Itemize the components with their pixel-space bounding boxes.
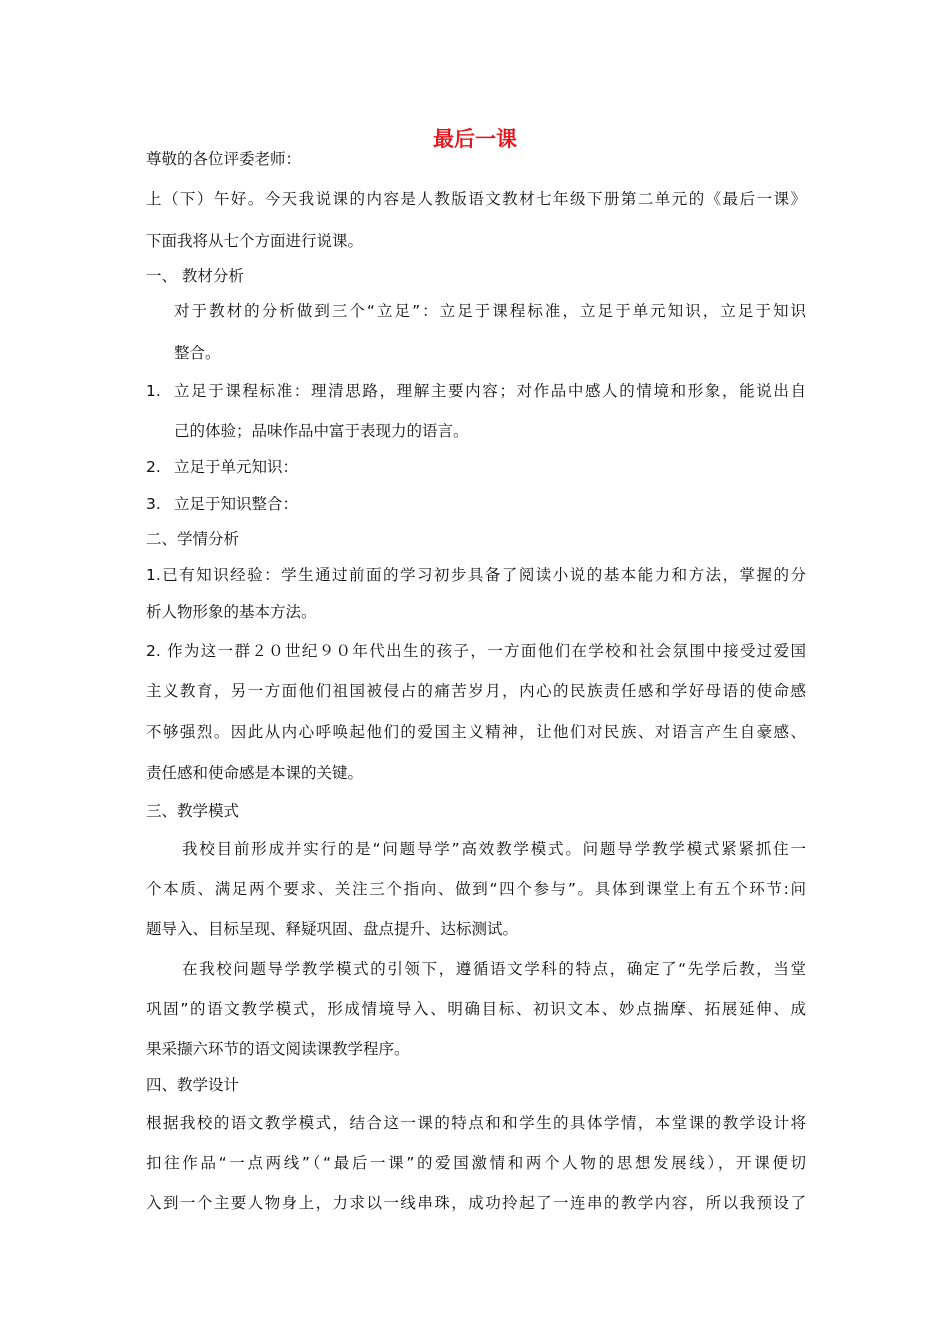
section-heading-mode: 三、教学模式 [146,802,240,820]
textbook-para-line-2: 整合。 [174,344,221,362]
students-line-3: 2. 作为这一群２０世纪９０年代出生的孩子，一方面他们在学校和社会氛围中接受过爱国 [146,642,806,660]
students-line-6: 责任感和使命感是本课的关键。 [146,764,364,782]
section-heading-design: 四、教学设计 [146,1076,240,1094]
students-line-2: 析人物形象的基本方法。 [146,603,317,621]
list-item-1-line-2: 己的体验；品味作品中富于表现力的语言。 [174,422,469,440]
design-line-1: 根据我校的语文教学模式，结合这一课的特点和和学生的具体学情，本堂课的教学设计将 [146,1114,806,1132]
mode-line-1: 我校目前形成并实行的是“问题导学”高效教学模式。问题导学教学模式紧紧抓住一 [182,840,806,858]
textbook-para-line-1: 对于教材的分析做到三个“立足”：立足于课程标准，立足于单元知识，立足于知识 [174,302,806,320]
list-item-2: 立足于单元知识： [174,458,299,476]
section-heading-textbook: 一、 教材分析 [146,267,244,285]
list-number-2: 2. [146,458,161,476]
document-title: 最后一课 [433,127,517,151]
students-line-1: 1.已有知识经验：学生通过前面的学习初步具备了阅读小说的基本能力和方法，掌握的分 [146,566,806,584]
list-number-1: 1. [146,382,161,400]
mode-line-4: 在我校问题导学教学模式的引领下，遵循语文学科的特点，确定了“先学后教，当堂 [182,960,806,978]
students-line-4: 主义教育，另一方面他们祖国被侵占的痛苦岁月，内心的民族责任感和学好母语的使命感 [146,682,806,700]
mode-line-3: 题导入、目标呈现、释疑巩固、盘点提升、达标测试。 [146,920,519,938]
list-number-3: 3. [146,495,161,513]
list-item-1-line-1: 立足于课程标准：理清思路，理解主要内容；对作品中感人的情境和形象，能说出自 [174,382,806,400]
mode-line-5: 巩固”的语文教学模式，形成情境导入、明确目标、初识文本、妙点揣摩、拓展延伸、成 [146,1000,806,1018]
students-line-5: 不够强烈。因此从内心呼唤起他们的爱国主义精神，让他们对民族、对语言产生自豪感、 [146,723,806,741]
intro-line-2: 下面我将从七个方面进行说课。 [146,232,364,250]
mode-line-2: 个本质、满足两个要求、关注三个指向、做到“四个参与”。具体到课堂上有五个环节:问 [146,880,806,898]
intro-line-1: 上（下）午好。今天我说课的内容是人教版语文教材七年级下册第二单元的《最后一课》 [146,190,806,208]
design-line-2: 扣往作品“一点两线”（“最后一课”的爱国激情和两个人物的思想发展线），开课便切 [146,1154,806,1172]
design-line-3: 入到一个主要人物身上，力求以一线串珠，成功拎起了一连串的教学内容，所以我预设了 [146,1194,806,1212]
greeting: 尊敬的各位评委老师： [146,150,302,168]
mode-line-6: 果采撷六环节的语文阅读课教学程序。 [146,1040,410,1058]
section-heading-students: 二、学情分析 [146,530,240,548]
list-item-3: 立足于知识整合： [174,495,299,513]
